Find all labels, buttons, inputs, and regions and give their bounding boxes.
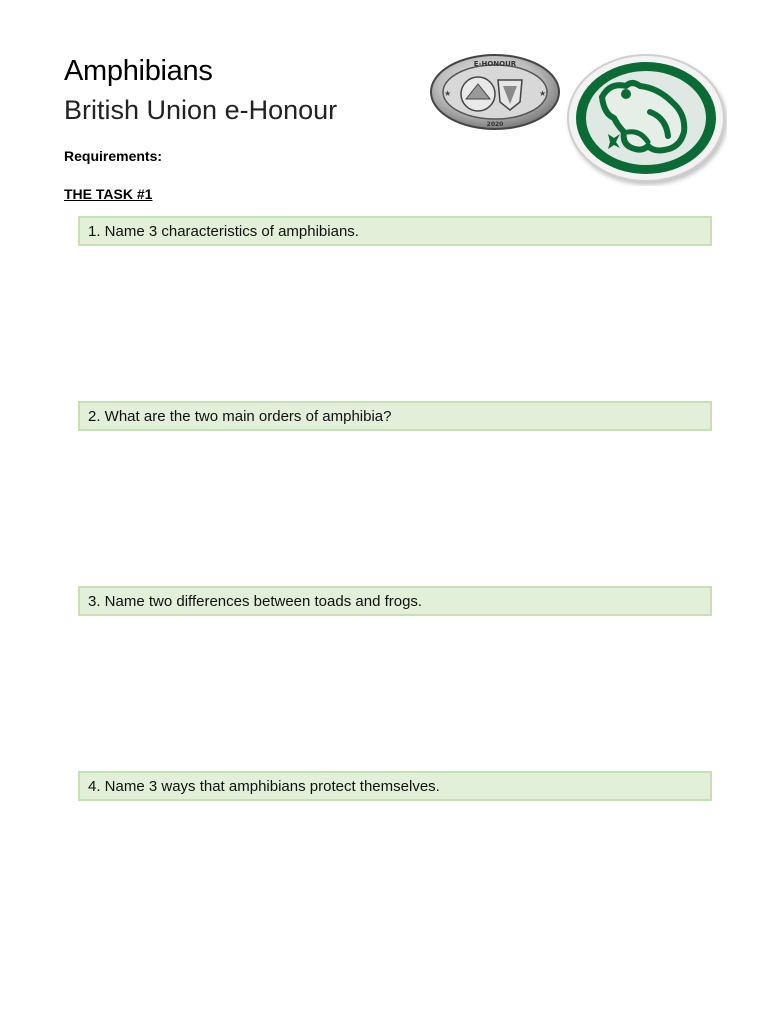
page-subtitle: British Union e-Honour [64, 95, 338, 125]
question-text: 4. Name 3 ways that amphibians protect themselves. [88, 777, 440, 795]
question-box-1 [78, 216, 712, 246]
e-honour-silver-badge-icon [428, 52, 562, 132]
question-text: 3. Name two differences between toads and frogs. [88, 592, 423, 610]
badge-top-text: E-HONOUR [473, 60, 517, 68]
question-box-4 [78, 771, 712, 801]
question-text: 1. Name 3 characteristics of amphibians. [88, 222, 359, 240]
task-heading: THE TASK #1 [64, 186, 153, 202]
svg-text:★: ★ [444, 89, 452, 98]
question-text: 2. What are the two main orders of amphibia? [88, 407, 392, 425]
question-box-3 [78, 586, 712, 616]
svg-text:★: ★ [539, 89, 547, 98]
badge-year: 2020 [486, 121, 504, 128]
frog-patch-icon [562, 52, 727, 186]
requirements-label: Requirements: [64, 148, 163, 164]
question-box-2 [78, 401, 712, 431]
page-title: Amphibians [64, 55, 213, 87]
